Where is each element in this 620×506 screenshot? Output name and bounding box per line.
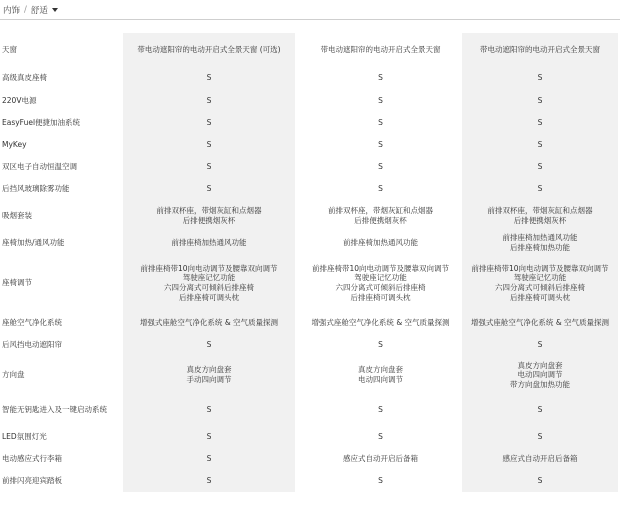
spec-cell-1: 增强式座舱空气净化系统 & 空气质量探测 — [123, 311, 295, 334]
row-label: 后风挡电动遮阳帘 — [2, 340, 62, 350]
spec-cell-1: 前排座椅带10向电动调节及腰靠双向调节 驾驶座记忆功能 六四分离式可倾斜后排座椅 后排座椅可调头枕 — [123, 255, 295, 311]
table-row — [0, 426, 620, 448]
row-label: MyKey — [2, 140, 27, 150]
spec-cell-1: S — [123, 470, 295, 492]
row-label: EasyFuel便捷加油系统 — [2, 118, 81, 128]
spec-cell-1: 带电动遮阳帘的电动开启式全景天窗 (可选) — [123, 33, 295, 66]
row-label: 电动感应式行李箱 — [2, 454, 62, 464]
spec-cell-2: 感应式自动开启后备箱 — [343, 454, 418, 464]
table-row — [0, 255, 620, 311]
row-label: 座椅调节 — [2, 278, 32, 288]
table-row — [0, 334, 620, 356]
spec-cell-2: 真皮方向盘套 电动四向调节 — [358, 365, 403, 384]
spec-cell-1: 前排座椅加热通风功能 — [123, 231, 295, 255]
spec-cell-1: S — [123, 156, 295, 178]
spec-cell-3: 前排双杯座，带烟灰缸和点烟器 后排便携烟灰杯 — [462, 200, 618, 231]
spec-cell-3: S — [462, 156, 618, 178]
spec-cell-3: 增强式座舱空气净化系统 & 空气质量探测 — [462, 311, 618, 334]
row-label: 吸烟套装 — [2, 210, 32, 220]
spec-cell-3: S — [462, 66, 618, 90]
spec-cell-2: 前排座椅加热通风功能 — [343, 238, 418, 248]
row-label: 双区电子自动恒温空调 — [2, 162, 77, 172]
row-label: 智能无钥匙进入及一键启动系统 — [2, 405, 107, 415]
spec-cell-3: 前排座椅加热通风功能 后排座椅加热功能 — [462, 231, 618, 255]
table-row — [0, 112, 620, 134]
table-row — [0, 66, 620, 90]
spec-cell-1: S — [123, 334, 295, 356]
table-row — [0, 356, 620, 394]
table-row — [0, 394, 620, 426]
row-label: 座舱空气净化系统 — [2, 317, 62, 327]
spec-cell-2: 增强式座舱空气净化系统 & 空气质量探测 — [311, 317, 450, 327]
spec-cell-2: S — [378, 118, 383, 128]
table-row — [0, 200, 620, 231]
spec-cell-3: S — [462, 334, 618, 356]
row-label: LED氛围灯光 — [2, 432, 47, 442]
row-label: 后挡风玻璃除雾功能 — [2, 184, 70, 194]
spec-cell-2: S — [378, 476, 383, 486]
spec-cell-2: S — [378, 340, 383, 350]
spec-cell-1: S — [123, 112, 295, 134]
row-label: 前排闪亮迎宾踏板 — [2, 476, 62, 486]
table-row — [0, 178, 620, 200]
table-row — [0, 156, 620, 178]
spec-cell-1: S — [123, 178, 295, 200]
spec-cell-3: S — [462, 112, 618, 134]
table-row — [0, 33, 620, 66]
spec-table — [0, 33, 620, 492]
spec-cell-3: S — [462, 90, 618, 112]
table-row — [0, 311, 620, 334]
spec-cell-2: S — [378, 96, 383, 106]
spec-cell-2: S — [378, 184, 383, 194]
table-row — [0, 231, 620, 255]
row-label: 座椅加热/通风功能 — [2, 238, 65, 248]
spec-cell-1: S — [123, 426, 295, 448]
spec-cell-3: 前排座椅带10向电动调节及腰靠双向调节 驾驶座记忆功能 六四分离式可倾斜后排座椅 后排座椅可调头枕 — [462, 255, 618, 311]
table-row — [0, 90, 620, 112]
row-label: 天窗 — [2, 44, 17, 54]
spec-cell-2: S — [378, 140, 383, 150]
spec-cell-1: S — [123, 448, 295, 470]
spec-cell-1: 真皮方向盘套 手动四向调节 — [123, 356, 295, 394]
table-row — [0, 470, 620, 492]
spec-cell-1: S — [123, 90, 295, 112]
spec-cell-3: S — [462, 394, 618, 426]
spec-cell-2: S — [378, 405, 383, 415]
breadcrumb — [0, 0, 620, 20]
breadcrumb-parent[interactable]: 内饰 — [3, 5, 21, 16]
spec-cell-3: 带电动遮阳帘的电动开启式全景天窗 — [462, 33, 618, 66]
spec-cell-1: 前排双杯座，带烟灰缸和点烟器 后排便携烟灰杯 — [123, 200, 295, 231]
spec-cell-3: S — [462, 134, 618, 156]
table-row — [0, 134, 620, 156]
spec-cell-2: 带电动遮阳帘的电动开启式全景天窗 — [320, 44, 441, 54]
table-row — [0, 448, 620, 470]
spec-cell-2: S — [378, 162, 383, 172]
spec-cell-3: S — [462, 426, 618, 448]
chevron-down-icon[interactable] — [52, 8, 58, 12]
spec-cell-2: 前排座椅带10向电动调节及腰靠双向调节 驾驶座记忆功能 六四分离式可倾斜后排座椅 后排座椅可调头枕 — [311, 263, 450, 302]
spec-cell-1: S — [123, 134, 295, 156]
row-label: 方向盘 — [2, 370, 25, 380]
spec-cell-3: S — [462, 178, 618, 200]
breadcrumb-current-dropdown[interactable]: 舒适 — [30, 5, 48, 16]
row-label: 高级真皮座椅 — [2, 73, 47, 83]
spec-cell-1: S — [123, 66, 295, 90]
spec-cell-2: S — [378, 432, 383, 442]
spec-cell-2: 前排双杯座，带烟灰缸和点烟器 后排便携烟灰杯 — [328, 205, 433, 225]
spec-cell-3: 感应式自动开启后备箱 — [462, 448, 618, 470]
breadcrumb-separator: / — [24, 4, 27, 15]
row-label: 220V电源 — [2, 96, 37, 106]
spec-cell-3: 真皮方向盘套 电动四向调节 带方向盘加热功能 — [462, 356, 618, 394]
spec-cell-2: S — [378, 73, 383, 83]
spec-cell-1: S — [123, 394, 295, 426]
spec-cell-3: S — [462, 470, 618, 492]
